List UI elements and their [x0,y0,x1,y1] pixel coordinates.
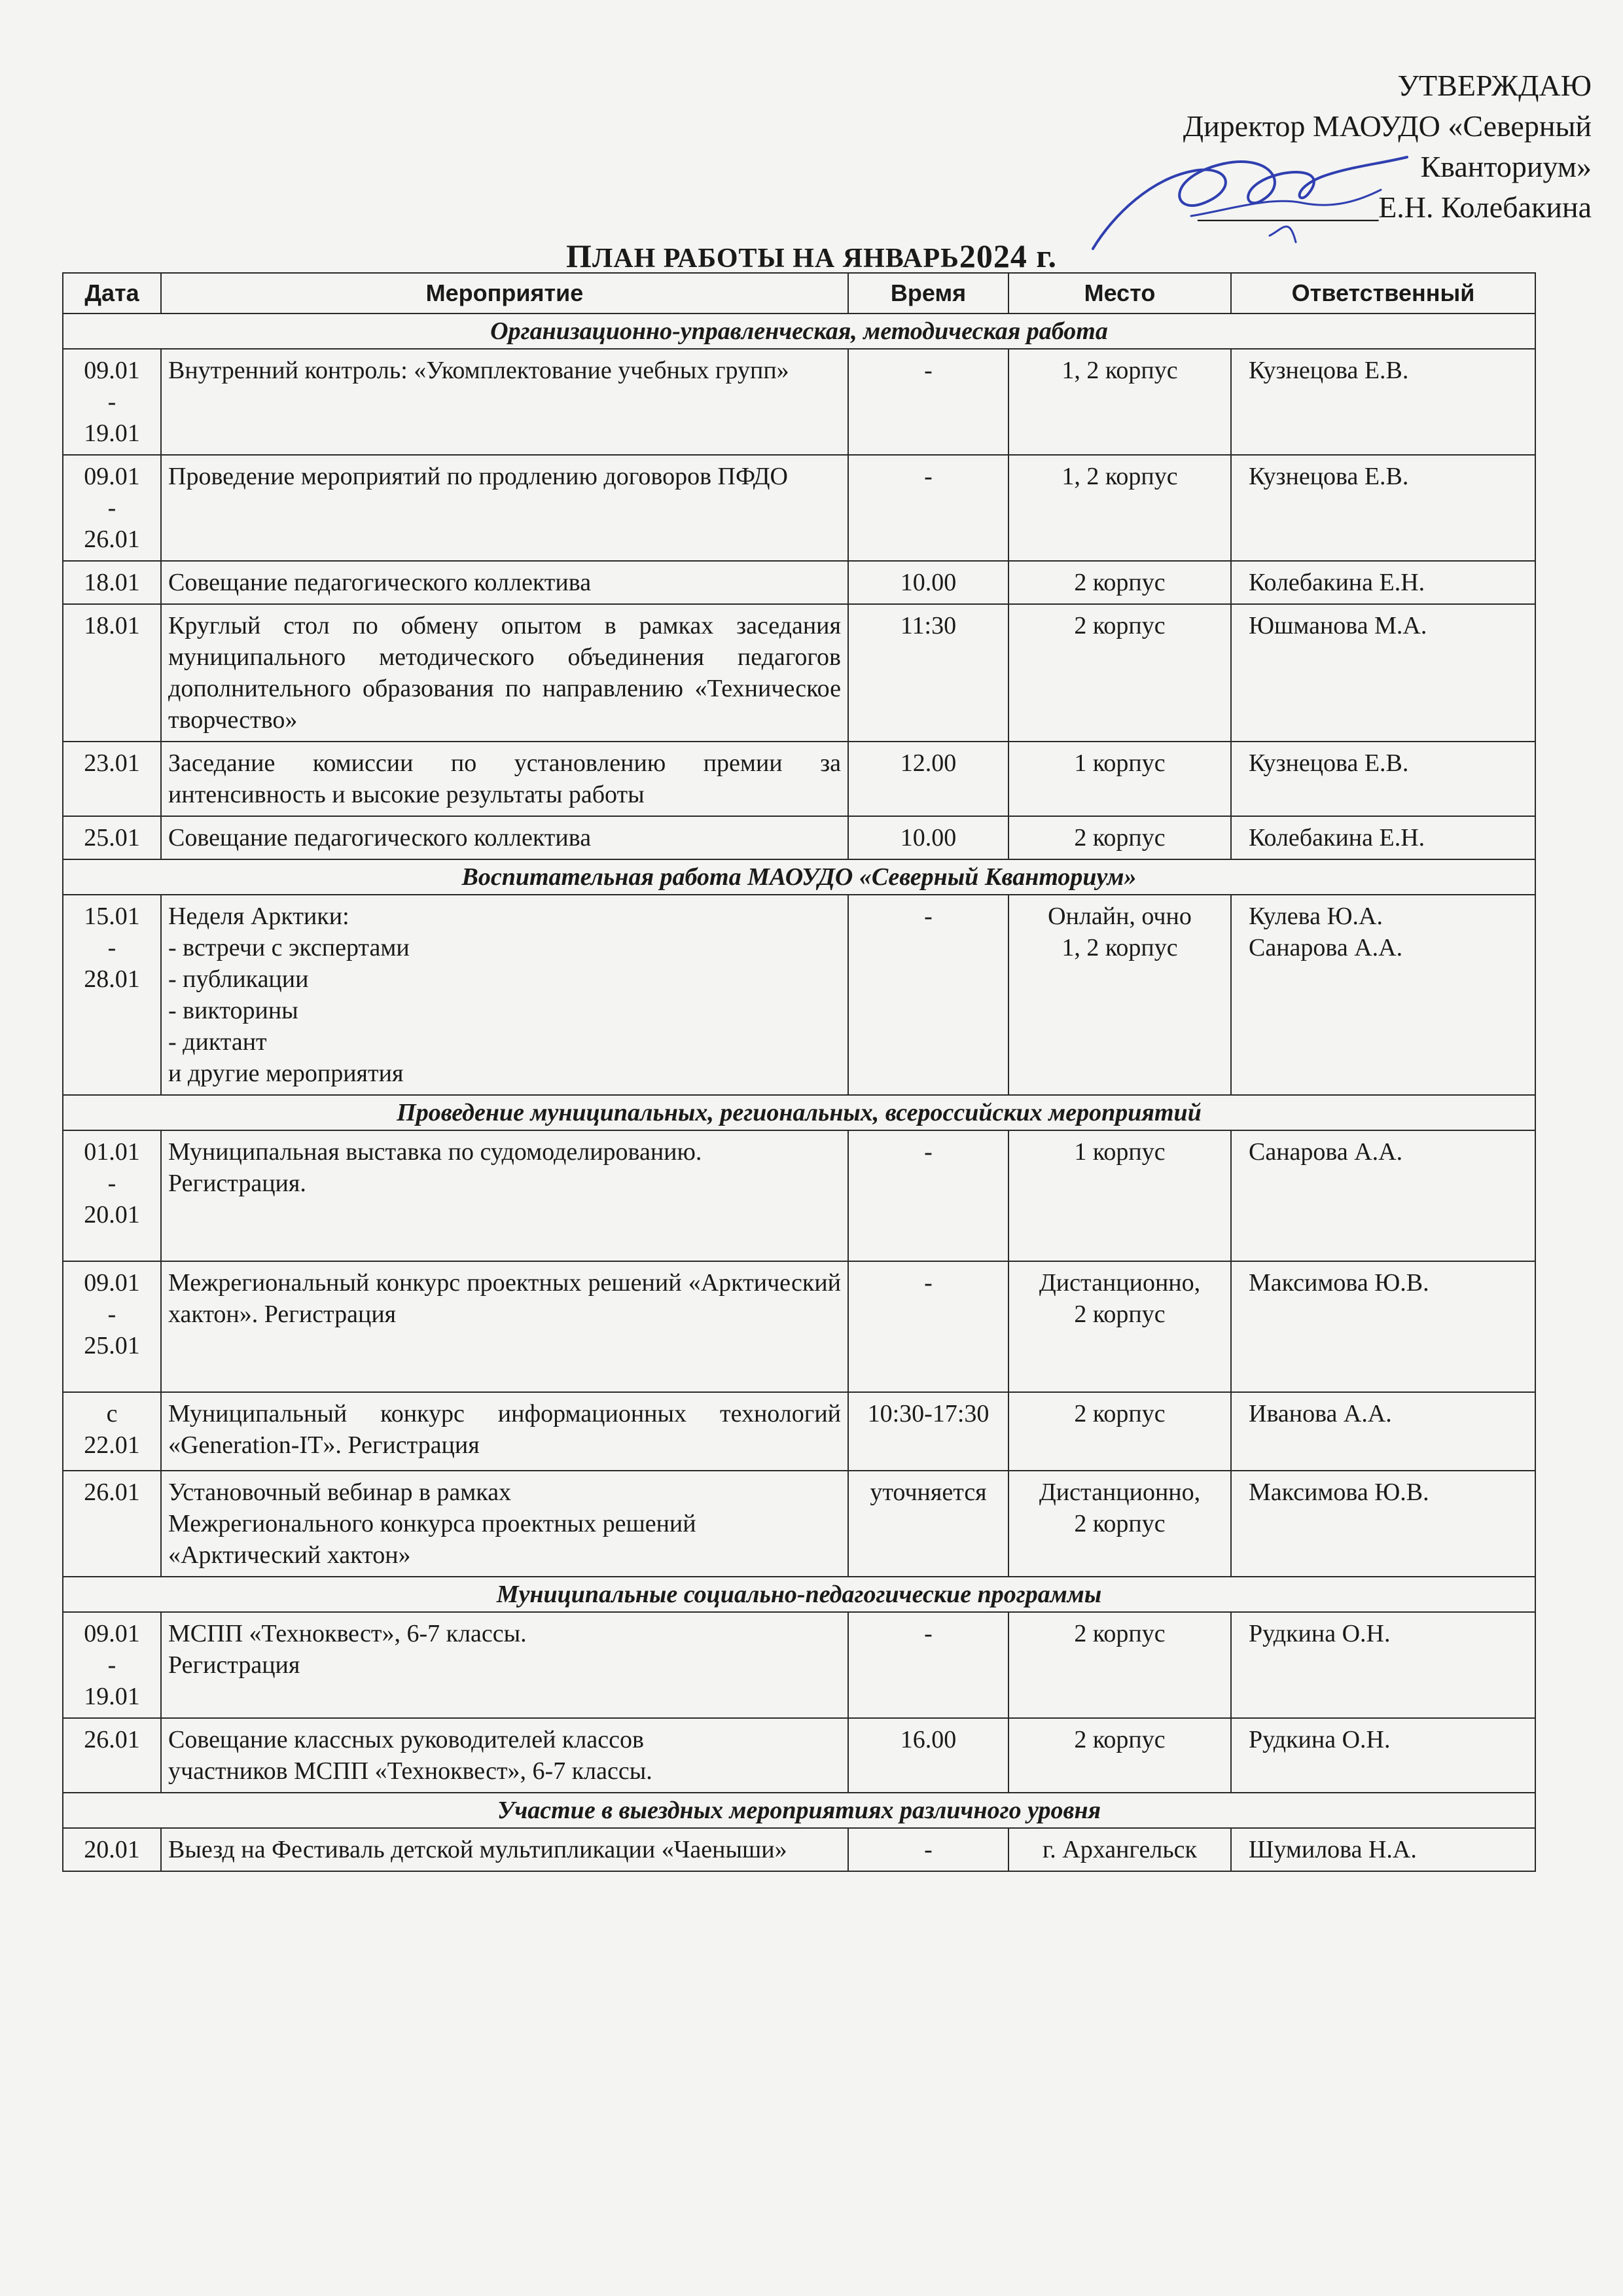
cell-line: Санарова А.А. [1249,1138,1403,1166]
cell-place [1008,1130,1231,1261]
date-part: 19.01 [84,1683,140,1710]
table-header-row [63,273,1535,314]
cell-line: Максимова Ю.В. [1249,1269,1429,1297]
cell-responsible [1231,1612,1535,1718]
date-part: - [107,1651,116,1679]
cell-line: г. Архангельск [1042,1836,1197,1863]
cell-line: 2 корпус [1074,824,1166,852]
cell-date [63,349,161,455]
cell-line: Совещание классных руководителей классов [168,1726,644,1753]
date-part: 23.01 [84,749,140,777]
date-part: 22.01 [84,1431,140,1459]
cell-event [161,1828,848,1871]
cell-place [1008,816,1231,859]
cell-time: - [848,1612,1008,1718]
cell-line: - публикации [168,965,309,993]
cell-line: и другие мероприятия [168,1060,404,1087]
cell-line: Совещание педагогического коллектива [168,824,592,852]
cell-date [63,604,161,742]
section-title: Участие в выездных мероприятиях различного уровня [63,1793,1535,1828]
header-time: Время [848,273,1008,314]
cell-time: 10.00 [848,816,1008,859]
cell-responsible [1231,349,1535,455]
document-title: ПЛАН РАБОТЫ НА ЯНВАРЬ2024 г. [566,238,1057,274]
date-part: 26.01 [84,1479,140,1506]
cell-time: - [848,455,1008,561]
date-part: 20.01 [84,1836,140,1863]
cell-event [161,1612,848,1718]
cell-line: Рудкина О.Н. [1249,1726,1391,1753]
date-part: - [107,1300,116,1328]
cell-place [1008,1612,1231,1718]
cell-line: Муниципальная выставка по судомоделированию. [168,1138,702,1166]
cell-place [1008,349,1231,455]
cell-line: участников МСПП «Техноквест», 6-7 классы. [168,1757,652,1785]
cell-line: Неделя Арктики: [168,903,349,930]
cell-date [63,1471,161,1577]
date-part: 20.01 [84,1201,140,1229]
cell-line: - встречи с экспертами [168,934,410,961]
cell-event [161,1718,848,1793]
section-row [63,1095,1535,1130]
table-row [63,1471,1535,1577]
cell-responsible [1231,816,1535,859]
date-part: 09.01 [84,463,140,490]
cell-line: 2 корпус [1074,1400,1166,1427]
cell-time: 12.00 [848,742,1008,816]
cell-place [1008,455,1231,561]
cell-line: Кулева Ю.А. [1249,903,1383,930]
header-place: Место [1008,273,1231,314]
cell-responsible [1231,455,1535,561]
cell-line: 2 корпус [1074,1300,1166,1328]
cell-event [161,1471,848,1577]
cell-place [1008,1392,1231,1471]
date-part: 19.01 [84,420,140,447]
cell-time: - [848,1828,1008,1871]
cell-line: 1, 2 корпус [1061,463,1178,490]
cell-line: 2 корпус [1074,612,1166,639]
table-row [63,1718,1535,1793]
cell-line: Межрегиональный конкурс проектных решений «Арктический хактон». Регистрация [168,1269,841,1328]
cell-time: 10:30-17:30 [848,1392,1008,1471]
table-row [63,1130,1535,1261]
date-part: 25.01 [84,1332,140,1359]
table-row [63,561,1535,604]
table-row [63,455,1535,561]
cell-line: Совещание педагогического коллектива [168,569,592,596]
cell-event [161,349,848,455]
cell-line: МСПП «Техноквест», 6-7 классы. [168,1620,527,1647]
section-row [63,1577,1535,1612]
header-date: Дата [63,273,161,314]
cell-line: Дистанционно, [1039,1479,1201,1506]
date-part: с [106,1400,118,1427]
date-part: 18.01 [84,612,140,639]
cell-responsible [1231,604,1535,742]
date-part: 26.01 [84,1726,140,1753]
cell-line: Шумилова Н.А. [1249,1836,1417,1863]
cell-line: 2 корпус [1074,1510,1166,1537]
cell-event [161,816,848,859]
date-part: - [107,934,116,961]
cell-responsible [1231,1718,1535,1793]
cell-event [161,561,848,604]
cell-line: 1 корпус [1074,1138,1166,1166]
cell-responsible [1231,1261,1535,1392]
section-row [63,314,1535,349]
cell-time: - [848,1130,1008,1261]
cell-place [1008,1471,1231,1577]
section-title: Организационно-управленческая, методическая работа [63,314,1535,349]
cell-line: Санарова А.А. [1249,934,1403,961]
cell-line: Онлайн, очно [1048,903,1192,930]
cell-line: Рудкина О.Н. [1249,1620,1391,1647]
cell-date [63,1261,161,1392]
approval-position: Директор МАОУДО «Северный [1183,109,1592,143]
cell-date [63,1612,161,1718]
cell-date [63,1130,161,1261]
header-responsible: Ответственный [1231,273,1535,314]
cell-line: Максимова Ю.В. [1249,1479,1429,1506]
cell-place [1008,561,1231,604]
cell-place [1008,1261,1231,1392]
cell-line: Круглый стол по обмену опытом в рамках заседания муниципального методического объединения педагогов дополнительного образования по направлению «Техническое творчество» [168,612,841,734]
cell-line: Кузнецова Е.В. [1249,357,1409,384]
cell-event [161,604,848,742]
date-part: 28.01 [84,965,140,993]
cell-date [63,1718,161,1793]
cell-line: Установочный вебинар в рамках [168,1479,512,1506]
date-part: 15.01 [84,903,140,930]
cell-date [63,1828,161,1871]
date-part: - [107,494,116,522]
table-row [63,604,1535,742]
cell-place [1008,604,1231,742]
section-title: Проведение муниципальных, региональных, всероссийских мероприятий [63,1095,1535,1130]
cell-line: - викторины [168,997,298,1024]
cell-place [1008,1718,1231,1793]
approval-signatory: ____________Е.Н. Колебакина [1198,190,1592,224]
cell-time: - [848,1261,1008,1392]
cell-line: Колебакина Е.Н. [1249,569,1425,596]
cell-time: - [848,895,1008,1095]
cell-line: 2 корпус [1074,1726,1166,1753]
cell-line: Юшманова М.А. [1249,612,1427,639]
cell-line: «Арктический хактон» [168,1541,411,1569]
cell-line: 1, 2 корпус [1061,934,1178,961]
cell-event [161,895,848,1095]
header-event: Мероприятие [161,273,848,314]
cell-line: 1, 2 корпус [1061,357,1178,384]
cell-place [1008,895,1231,1095]
table-body [63,314,1535,1871]
table-row [63,1392,1535,1471]
cell-time: уточняется [848,1471,1008,1577]
date-part: - [107,388,116,416]
cell-line: Заседание комиссии по установлению премии за интенсивность и высокие результаты работы [168,749,841,808]
cell-date [63,1392,161,1471]
date-part: - [107,1170,116,1197]
cell-responsible [1231,561,1535,604]
cell-line: Кузнецова Е.В. [1249,463,1409,490]
table-row [63,816,1535,859]
date-part: 18.01 [84,569,140,596]
cell-line: Муниципальный конкурс информационных технологий «Generation-IT». Регистрация [168,1400,841,1459]
section-title: Муниципальные социально-педагогические программы [63,1577,1535,1612]
cell-line: Внутренний контроль: «Укомплектование учебных групп» [168,357,789,384]
cell-event [161,1392,848,1471]
section-title: Воспитательная работа МАОУДО «Северный Кванториум» [63,859,1535,895]
cell-line: - диктант [168,1028,267,1056]
cell-line: Выезд на Фестиваль детской мультипликации «Чаеныши» [168,1836,787,1863]
table-row [63,1612,1535,1718]
cell-date [63,895,161,1095]
section-row [63,859,1535,895]
table-row [63,349,1535,455]
cell-line: Колебакина Е.Н. [1249,824,1425,852]
work-plan-table [62,272,1536,1872]
cell-time: - [848,349,1008,455]
cell-event [161,1130,848,1261]
cell-line: Дистанционно, [1039,1269,1201,1297]
cell-place [1008,1828,1231,1871]
cell-responsible [1231,1828,1535,1871]
approval-organization: Кванториум» [1420,150,1592,183]
cell-responsible [1231,1392,1535,1471]
date-part: 01.01 [84,1138,140,1166]
cell-line: Регистрация. [168,1170,306,1197]
cell-event [161,742,848,816]
section-row [63,1793,1535,1828]
cell-time: 10.00 [848,561,1008,604]
table-row [63,895,1535,1095]
table-row [63,1261,1535,1392]
date-part: 09.01 [84,1620,140,1647]
table-row [63,1828,1535,1871]
cell-date [63,561,161,604]
date-part: 09.01 [84,1269,140,1297]
table-row [63,742,1535,816]
cell-line: 1 корпус [1074,749,1166,777]
date-part: 09.01 [84,357,140,384]
cell-date [63,455,161,561]
cell-time: 11:30 [848,604,1008,742]
cell-responsible [1231,1130,1535,1261]
cell-line: Иванова А.А. [1249,1400,1392,1427]
date-part: 26.01 [84,526,140,553]
cell-time: 16.00 [848,1718,1008,1793]
cell-line: Кузнецова Е.В. [1249,749,1409,777]
date-part: 25.01 [84,824,140,852]
cell-line: 2 корпус [1074,1620,1166,1647]
cell-line: Регистрация [168,1651,300,1679]
cell-responsible [1231,1471,1535,1577]
cell-place [1008,742,1231,816]
cell-date [63,816,161,859]
approval-heading: УТВЕРЖДАЮ [1397,69,1592,102]
cell-line: Проведение мероприятий по продлению договоров ПФДО [168,463,788,490]
cell-event [161,455,848,561]
cell-line: Межрегионального конкурса проектных решений [168,1510,696,1537]
cell-line: 2 корпус [1074,569,1166,596]
cell-responsible [1231,895,1535,1095]
cell-event [161,1261,848,1392]
cell-responsible [1231,742,1535,816]
cell-date [63,742,161,816]
